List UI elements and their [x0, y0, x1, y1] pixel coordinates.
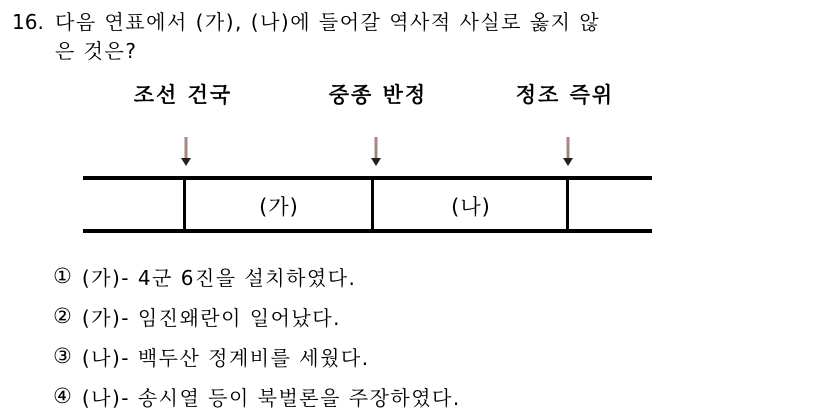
- question-text-line-1: 다음 연표에서 (가), (나)에 들어갈 역사적 사실로 옳지 않: [55, 10, 601, 34]
- down-arrow-icon: [560, 137, 576, 168]
- timeline-event-label-jeongjo-accession: 정조 즉위: [515, 83, 615, 107]
- option-marker-4: ④: [53, 384, 72, 408]
- option-marker-3: ③: [53, 344, 72, 368]
- option-row-1: [53, 256, 461, 296]
- option-text-3: (나)- 백두산 정계비를 세웠다.: [81, 345, 370, 370]
- down-arrow-head: [371, 158, 381, 166]
- timeline-divider: [371, 180, 374, 229]
- answer-options: [53, 256, 461, 416]
- down-arrow-head: [181, 158, 191, 166]
- down-arrow-icon: [178, 137, 194, 168]
- down-arrow-head: [563, 158, 573, 166]
- option-marker-2: ②: [53, 304, 72, 328]
- option-text-4: (나)- 송시열 등이 북벌론을 주장하였다.: [81, 385, 461, 410]
- down-arrow-stem: [375, 137, 378, 159]
- question-text-line-2: 은 것은?: [55, 39, 138, 63]
- down-arrow-stem: [185, 137, 188, 159]
- down-arrow-stem: [567, 137, 570, 159]
- timeline-band: [83, 176, 652, 233]
- question-number: 16.: [12, 10, 44, 34]
- period-label-na: (나): [451, 195, 491, 219]
- timeline-divider: [566, 180, 569, 229]
- option-text-1: (가)- 4군 6진을 설치하였다.: [81, 265, 357, 290]
- option-row-2: [53, 296, 461, 336]
- option-row-4: [53, 376, 461, 416]
- period-label-ga: (가): [259, 195, 299, 219]
- timeline-event-label-jungjong-coup: 중종 반정: [328, 83, 428, 107]
- option-marker-1: ①: [53, 264, 72, 288]
- option-row-3: [53, 336, 461, 376]
- question-block: [12, 8, 818, 66]
- timeline-divider: [183, 180, 186, 229]
- down-arrow-icon: [368, 137, 384, 168]
- timeline-event-label-joseon-founding: 조선 건국: [133, 83, 233, 107]
- option-text-2: (가)- 임진왜란이 일어났다.: [81, 305, 341, 330]
